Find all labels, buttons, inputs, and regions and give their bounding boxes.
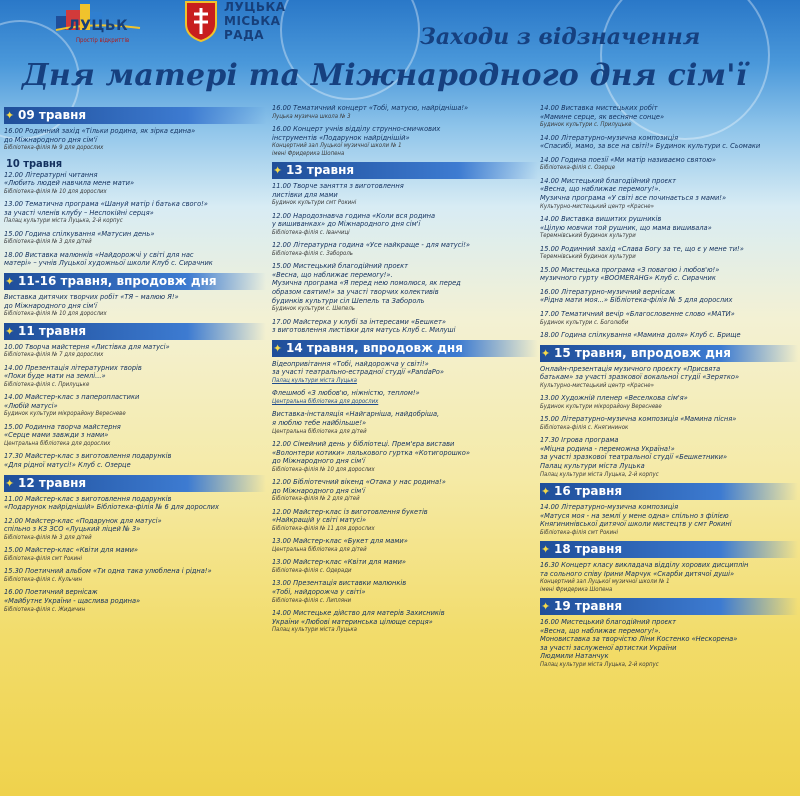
event-item [4, 364, 266, 389]
event-item [4, 343, 266, 359]
event-title: 16.30 Концерт класу викладача відділу хорових дисциплін та сольного співу Ірини Марчук «Скарби дитячої душі» [540, 561, 749, 578]
event-item [272, 440, 538, 473]
event-title: 15.00 Родинна творча майстерня «Серце мами завжди з нами» [4, 422, 121, 440]
event-location: Бібліотека-філія № 7 для дорослих [4, 351, 104, 359]
event-item [272, 104, 538, 120]
event-location: Центральна бібліотека для дітей [272, 545, 367, 553]
event-title: 13.00 Тематична програма «Шануй матір і батька свого!» за участі членів клубу – Неспокійні серця» [4, 200, 208, 217]
event-location: Бібліотека-філія с. Прилуцьке [4, 380, 90, 388]
date-banner [4, 107, 266, 124]
date-banner [272, 340, 538, 357]
date-banner [4, 475, 266, 492]
event-title: 14.00 Презентація літературних творів «Поки буде мати на землі...» [4, 363, 142, 381]
event-location: Бібліотека-філія с. Кульчин [4, 575, 83, 583]
event-title: 12.00 Сімейний день у бібліотеці. Прем'єра вистави «Волонтери котики» лялькового гуртка «Котигорошко» до Міжнародного дня сім'ї [272, 439, 470, 466]
event-item [540, 177, 798, 210]
event-title: 14.00 Мистецький благодійний проєкт «Весна, що наближає перемогу!». Музична програма «У світі все починається з мами!» [540, 176, 727, 202]
event-item [4, 393, 266, 418]
star-icon: ✦ [273, 164, 283, 177]
event-title: 13.00 Художній пленер «Веселкова сім'я» [540, 394, 688, 403]
event-location: Палац культури міста Луцька, 2-й корпус [540, 661, 659, 669]
city-council-name [224, 0, 286, 42]
event-item [4, 293, 266, 318]
event-item [540, 215, 798, 240]
event-location: Бібліотека-філія с. Княгининок [540, 423, 629, 431]
event-item [540, 266, 798, 283]
date-banner [540, 345, 798, 362]
event-title: 16.00 Мистецький благодійний проєкт «Весна, що наближає перемогу!». Моновиставка за творчістю Ліни Костенко «Нескорена» за участі заслуженої артистки України Людмили Натанчук [540, 618, 738, 661]
event-title: 13.00 Майстер-клас «Квіти для мами» [272, 558, 407, 567]
event-title: 12.00 Бібліотечний вікенд «Отака у нас родина!» до Міжнародного дня сім'ї [272, 478, 446, 495]
date-label: 18 травня [554, 542, 623, 557]
event-location: Палац культури міста Луцька [272, 376, 357, 384]
event-location: Палац культури міста Луцька [272, 626, 357, 634]
event-location: Бібліотека-філія № 10 для дорослих [4, 187, 107, 195]
event-title: 15.00 Мистецький благодійний проєкт «Весна, що наближає перемогу!». Музична програма «Я перед нею помолюся, як перед образом святим!» за участі творчих колективів будинків культури сіл Шепель та Забороль [272, 262, 461, 305]
date-banner [540, 598, 798, 615]
event-title: 18.00 Година спілкування «Мамина доля» Клуб с. Брище [540, 330, 741, 339]
event-location: Концертний зал Луцької музичної школи № 1 імені Фридерика Шопена [540, 578, 670, 593]
schedule-column-3 [540, 104, 798, 673]
event-location: Бібліотека-філія № 2 для дітей [272, 495, 360, 503]
event-title: 11.00 Творче заняття з виготовлення листівки для мами [272, 182, 404, 199]
event-item [272, 579, 538, 604]
date-subheading: 10 травня [6, 156, 63, 170]
event-title: Відеопривітання «Тобі, найдорожча у світі!» за участі театрально-естрадної студії «PandaPo» [272, 359, 444, 377]
event-location: Концертний зал Луцької музичної школи № 1 імені Фридерика Шопена [272, 142, 402, 157]
event-title: 11.00 Майстер-клас з виготовлення подарунків «Подарунок найріднішій» Бібліотека-філія № 6 для дорослих [4, 494, 219, 512]
event-title: 14.00 Майстер-клас з паперопластики «Любій матусі» [4, 393, 140, 410]
event-title: 12.00 Літературна година «Усе найкраще - для матусі!» [272, 241, 470, 250]
poster-title-line2: Дня матері та Міжнародного дня сім'ї [22, 58, 748, 93]
event-location: Бібліотека-філія № 9 для дорослих [4, 144, 104, 152]
date-label: 14 травня, впродовж дня [286, 340, 463, 355]
event-title: Виставка дитячих творчих робіт «ТЯ – малюю Я!» до Міжнародного дня сім'ї [4, 292, 179, 310]
event-location: Бібліотека-філія № 11 для дорослих [272, 524, 375, 532]
event-location: Культурно-мистецький центр «Красне» [540, 202, 654, 210]
event-location: Центральна бібліотека для дорослих [4, 439, 111, 447]
event-location: Будинок культури мікрорайону Вересневе [540, 402, 662, 410]
event-title: 14.00 Літературно-музична композиція «Спасибі, мамо, за все на світі!» Будинок культури с. Сьомаки [540, 133, 761, 151]
event-item [4, 230, 266, 246]
date-label: 16 травня [554, 483, 623, 498]
event-title: 12.00 Літературні читання «Любить людей навчила мене мати» [4, 170, 135, 188]
event-item [540, 618, 798, 668]
event-item [272, 262, 538, 312]
event-title: 15.00 Година спілкування «Матусин день» [4, 229, 155, 238]
event-item [540, 415, 798, 431]
event-item [4, 251, 266, 268]
council-line: МІСЬКА [224, 14, 281, 28]
event-item [540, 365, 798, 390]
event-item [272, 241, 538, 257]
event-title: 15.30 Поетичний альбом «Ти одна така улюблена і рідна!» [4, 567, 212, 576]
star-icon: ✦ [541, 484, 551, 498]
event-title: 14.00 Мистецьке дійство для матерів Захисників України «Любові материнська цілюще серця» [272, 608, 445, 626]
date-label: 15 травня, впродовж дня [554, 345, 731, 360]
event-location: Бібліотека-філія № 10 для дорослих [272, 465, 375, 473]
event-item [4, 546, 266, 562]
event-item [272, 318, 538, 335]
event-location: Будинок культури с. Боголюби [540, 318, 629, 326]
event-item [4, 200, 266, 225]
date-banner [540, 541, 798, 558]
coat-of-arms-icon [184, 0, 218, 42]
event-location: Будинок культури мікрорайону Вересневе [4, 410, 126, 418]
event-item [540, 331, 798, 340]
date-label: 19 травня [554, 599, 623, 614]
event-item [4, 452, 266, 469]
event-title: 14.00 Година поезії «Ми матір називаємо святою» [540, 155, 716, 164]
council-line: ЛУЦЬКА [224, 0, 286, 14]
event-location: Бібліотека-філія № 10 для дорослих [4, 310, 107, 318]
star-icon: ✦ [5, 274, 15, 288]
event-item [272, 360, 538, 385]
event-item [4, 567, 266, 583]
event-location: Бібліотека-філія с. Озерце [540, 164, 616, 172]
event-title: 17.30 Майстер-клас з виготовлення подарунків «Для рідної матусі!» Клуб с. Озерце [4, 452, 172, 469]
date-banner [540, 483, 798, 500]
event-location: Будинок культури смт Рокині [272, 199, 357, 207]
event-title: 15.00 Майстер-клас «Квіти для мами» [4, 546, 139, 555]
event-title: 10.00 Творча майстерня «Листівка для матусі» [4, 342, 170, 351]
event-title: 14.00 Виставка мистецьких робіт «Мамине серце, як весняне сонце» [540, 104, 665, 121]
event-title: 14.00 Літературно-музична композиція «Матуся моя - на землі у мене одна» спільно з філією Княгининівської дитячої школи мистецтв у смт Рокині [540, 502, 732, 529]
event-location: Бібліотека-філія с. Іванчиці [272, 228, 350, 236]
event-title: 16.00 Літературно-музичний вернісаж «Рідна мати моя...» Бібліотека-філія № 5 для дорослих [540, 287, 733, 305]
event-item [540, 156, 798, 172]
event-item [272, 212, 538, 237]
event-location: Палац культури міста Луцька, 2-й корпус [4, 217, 123, 225]
event-location: Будинок культури с. Прилуцьке [540, 121, 632, 129]
date-label: 11-16 травня, впродовж дня [18, 273, 217, 288]
event-item [4, 171, 266, 196]
event-title: 12.00 Народознавча година «Коли вся родина у вишиванках» до Міжнародного дня сім'ї [272, 211, 436, 229]
event-location: Бібліотека-філія № 3 для дітей [4, 238, 92, 246]
event-title: 17.00 Тематичний вечір «Благословенне слово «МАТИ» [540, 309, 735, 318]
event-location: Палац культури міста Луцька, 2-й корпус [540, 470, 659, 478]
event-item [540, 310, 798, 326]
event-location: Теремнівський будинок культури [540, 232, 636, 240]
event-title: 15.00 Мистецька програма «З повагою і любов'ю!» музичного гурту «ВООМЕRАНG» Клуб с. Сирачник [540, 265, 720, 283]
event-item [272, 609, 538, 634]
city-logo-name: ЛУЦЬК [68, 18, 129, 34]
event-item [4, 588, 266, 613]
event-title: 15.00 Літературно-музична композиція «Мамина пісня» [540, 415, 737, 424]
event-item [4, 517, 266, 542]
event-title: 17.00 Майстерка у клубі за інтересами «Бешкет» з виготовлення листівки для матусь Клуб с. Милуші [272, 317, 456, 335]
event-item [540, 134, 798, 151]
date-label: 09 травня [18, 108, 87, 122]
event-location: Культурно-мистецький центр «Красне» [540, 381, 654, 389]
event-item [540, 104, 798, 129]
star-icon: ✦ [541, 543, 551, 557]
event-item [272, 558, 538, 574]
event-location: Бібліотека-філія с. Жидичин [4, 605, 85, 613]
star-icon: ✦ [5, 476, 15, 490]
event-item [540, 288, 798, 305]
date-banner [272, 162, 538, 179]
city-logo-motto: Простір відкриттів [76, 37, 130, 44]
event-item [4, 495, 266, 512]
event-location: Центральна бібліотека для дорослих [272, 397, 379, 405]
event-item [540, 561, 798, 593]
event-location: Центральна бібліотека для дітей [272, 427, 367, 435]
event-title: 12.00 Майстер-клас «Подарунок для матусі» спільно з КЗ ЗСО «Луцький ліцей № 3» [4, 516, 162, 534]
lutsk-city-logo [54, 2, 144, 48]
schedule-column-2 [272, 104, 538, 639]
event-item [272, 389, 538, 405]
event-item [540, 394, 798, 410]
date-label: 13 травня [286, 163, 355, 177]
event-title: 18.00 Виставка малюнків «Найдорожчі у світі для нас матері» – учнів Луцької художньої школи Клуб с. Сирачник [4, 250, 213, 268]
event-location: Луцька музична школа № 3 [272, 112, 351, 120]
event-title: 16.00 Концерт учнів відділу струнно-смичкових інструментів «Подарунок найріднішій» [272, 125, 441, 142]
event-location: Бібліотека-філія смт Рокині [540, 528, 619, 536]
event-title: 12.00 Майстер-клас із виготовлення букетів «Найкращій у світі матусі» [272, 507, 428, 525]
star-icon: ✦ [541, 346, 551, 360]
date-label: 11 травня [18, 323, 87, 338]
event-title: Онлайн-презентація музичного проєкту «Присвята батькам» за участі зразкової вокальної студії «Зерятко» [540, 364, 740, 382]
poster-header [0, 0, 800, 104]
event-title: 14.00 Виставка вишитих рушників «Цілую мовчки той рушник, що мама вишивала» [540, 214, 712, 232]
event-title: 15.00 Родинний захід «Слава Богу за те, що є у мене ти!» [540, 244, 744, 253]
event-title: 13.00 Майстер-клас «Букет для мами» [272, 537, 408, 546]
event-item [4, 127, 266, 152]
event-location: Будинок культури с. Шепель [272, 305, 355, 313]
poster-title-line1: Заходи з відзначення [420, 24, 701, 50]
event-item [272, 478, 538, 503]
event-title: 16.00 Тематичний концерт «Тобі, матусю, найрідніша!» [272, 104, 469, 112]
star-icon: ✦ [5, 109, 15, 122]
event-location: Бібліотека-філія смт Рокині [4, 554, 83, 562]
event-location: Бібліотека-філія с. Забороль [272, 249, 353, 257]
event-title: Виставка-інсталяція «Найгарніша, найдобріша, я люблю тебе найбільше!» [272, 410, 440, 427]
event-item [272, 508, 538, 533]
event-item [540, 503, 798, 536]
event-item [272, 182, 538, 207]
date-label: 12 травня [18, 475, 87, 490]
date-banner [4, 323, 266, 340]
event-location: Бібліотека-філія № 3 для дітей [4, 533, 92, 541]
star-icon: ✦ [541, 600, 551, 614]
schedule-column-1 [4, 104, 266, 618]
event-title: 16.00 Поетичний вернісаж «Майбутнє України - щаслива родина» [4, 588, 141, 605]
event-item [272, 410, 538, 435]
event-location: Бібліотека-філія с. Одеради [272, 566, 352, 574]
event-title: 17.30 Ігрова програма «Міцна родина - переможна Україна!» за участі зразкової театральної студії «Бешкетники» Палац культури міста Луцька [540, 436, 728, 470]
date-banner [4, 273, 266, 290]
event-title: 13.00 Презентація виставки малюнків «Тобі, найдорожча у світі» [272, 579, 407, 596]
star-icon: ✦ [273, 341, 283, 355]
event-title: Флешмоб «З любов'ю, ніжністю, теплом!» [272, 389, 420, 398]
event-title: 16.00 Родинний захід «Тільки родина, як зірка єдина» до Міжнародного дня сім'ї [4, 127, 196, 144]
event-item [272, 125, 538, 157]
star-icon: ✦ [5, 324, 15, 338]
event-location: Бібліотека-філія с. Липляни [272, 596, 352, 604]
council-line: РАДА [224, 28, 265, 42]
event-item [540, 245, 798, 261]
event-item [540, 436, 798, 478]
event-item [4, 423, 266, 448]
event-item [272, 537, 538, 553]
event-location: Теремнівський будинок культури [540, 253, 636, 261]
